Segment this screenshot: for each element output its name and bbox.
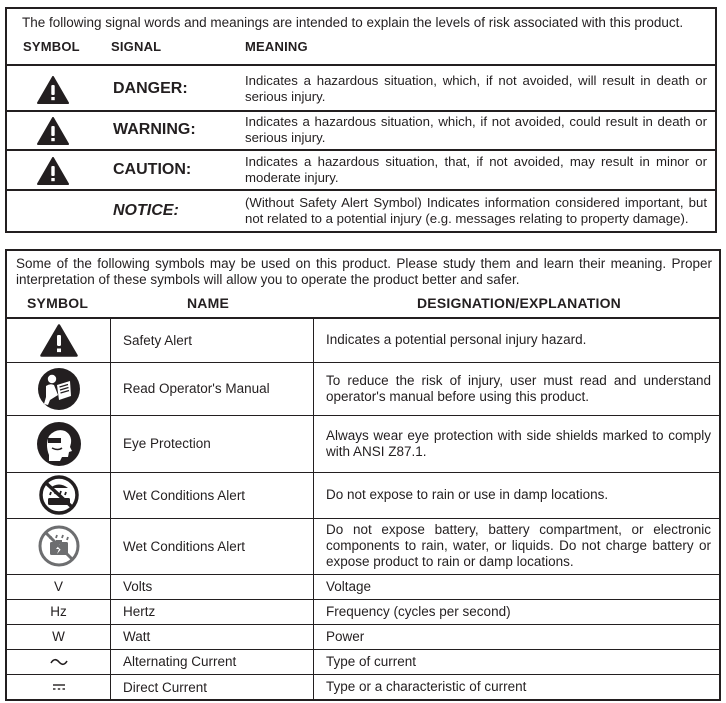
table-row xyxy=(7,472,719,518)
signal-meaning: Indicates a hazardous situation, which, if not avoided, could result in death or serious injury. xyxy=(245,114,707,145)
signal-meaning: Indicates a hazardous situation, which, if not avoided, will result in death or serious injury. xyxy=(245,73,707,104)
symbol-name: Eye Protection xyxy=(111,415,314,472)
alternating-current-icon xyxy=(50,657,68,667)
symbol-name: Read Operator's Manual xyxy=(111,362,314,415)
table-row xyxy=(7,318,719,362)
symbol-designation: Do not expose to rain or use in damp locations. xyxy=(314,472,720,518)
volts-symbol: V xyxy=(7,574,111,599)
direct-current-icon xyxy=(52,683,66,691)
symbol-designation: Power xyxy=(314,624,720,649)
symbol-name: Hertz xyxy=(111,599,314,624)
signal-row-warning xyxy=(7,110,715,148)
safety-alert-triangle-icon xyxy=(37,157,69,185)
symbol-name: Wet Conditions Alert xyxy=(111,518,314,574)
safety-alert-triangle-icon xyxy=(37,117,69,145)
eye-protection-icon xyxy=(36,421,82,467)
symbols-table xyxy=(7,317,719,700)
symbols-intro-text: Some of the following symbols may be used on this product. Please study them and learn their meaning. Proper interpretation of these symbols will allow you to operate the product better and safer. xyxy=(16,256,712,287)
symbol-designation: To reduce the risk of injury, user must read and understand operator's manual before using this product. xyxy=(314,362,720,415)
signal-row-danger xyxy=(7,69,715,107)
symbol-name: Wet Conditions Alert xyxy=(111,472,314,518)
signal-word: WARNING: xyxy=(113,121,196,138)
table-row xyxy=(7,574,719,599)
symbol-designation: Indicates a potential personal injury hazard. xyxy=(314,318,720,362)
symbol-name: Alternating Current xyxy=(111,649,314,674)
signal-meaning: Indicates a hazardous situation, that, if not avoided, may result in minor or moderate injury. xyxy=(245,154,707,185)
symbols-header-symbol: SYMBOL xyxy=(27,295,89,311)
signal-word: DANGER: xyxy=(113,80,188,97)
table-row xyxy=(7,649,719,674)
table-row xyxy=(7,518,719,574)
signal-header-symbol: SYMBOL xyxy=(23,39,80,54)
safety-alert-icon xyxy=(40,324,78,357)
signal-row-caution xyxy=(7,150,715,188)
signal-words-box xyxy=(5,7,717,233)
symbol-name: Direct Current xyxy=(111,674,314,700)
symbols-box xyxy=(5,249,721,701)
table-row xyxy=(7,362,719,415)
table-row xyxy=(7,599,719,624)
wet-conditions-icon xyxy=(39,475,79,515)
symbols-header-name: NAME xyxy=(187,295,230,311)
symbol-designation: Always wear eye protection with side shields marked to comply with ANSI Z87.1. xyxy=(314,415,720,472)
symbol-designation: Type or a characteristic of current xyxy=(314,674,720,700)
symbol-name: Watt xyxy=(111,624,314,649)
signal-header-signal: SIGNAL xyxy=(111,39,162,54)
signal-header-meaning: MEANING xyxy=(245,39,308,54)
hertz-symbol: Hz xyxy=(7,599,111,624)
wet-battery-icon xyxy=(38,525,80,567)
divider xyxy=(7,64,715,66)
symbol-designation: Frequency (cycles per second) xyxy=(314,599,720,624)
safety-alert-triangle-icon xyxy=(37,76,69,104)
signal-row-notice xyxy=(7,191,715,229)
watt-symbol: W xyxy=(7,624,111,649)
table-row xyxy=(7,624,719,649)
signal-word: NOTICE: xyxy=(113,202,179,219)
symbol-name: Safety Alert xyxy=(111,318,314,362)
table-row xyxy=(7,674,719,700)
signal-meaning: (Without Safety Alert Symbol) Indicates information considered important, but not related to a potential injury (e.g. messages relating to property damage). xyxy=(245,195,707,226)
symbol-designation: Type of current xyxy=(314,649,720,674)
symbol-designation: Voltage xyxy=(314,574,720,599)
table-row xyxy=(7,415,719,472)
symbols-header-designation: DESIGNATION/EXPLANATION xyxy=(417,295,621,311)
signal-intro-text: The following signal words and meanings are intended to explain the levels of risk associated with this product. xyxy=(22,15,684,30)
symbol-name: Volts xyxy=(111,574,314,599)
read-manual-icon xyxy=(37,367,81,411)
symbol-designation: Do not expose battery, battery compartment, or electronic components to rain, water, or liquids. Do not charge battery or expose product to rain or damp locations. xyxy=(314,518,720,574)
signal-word: CAUTION: xyxy=(113,161,192,178)
